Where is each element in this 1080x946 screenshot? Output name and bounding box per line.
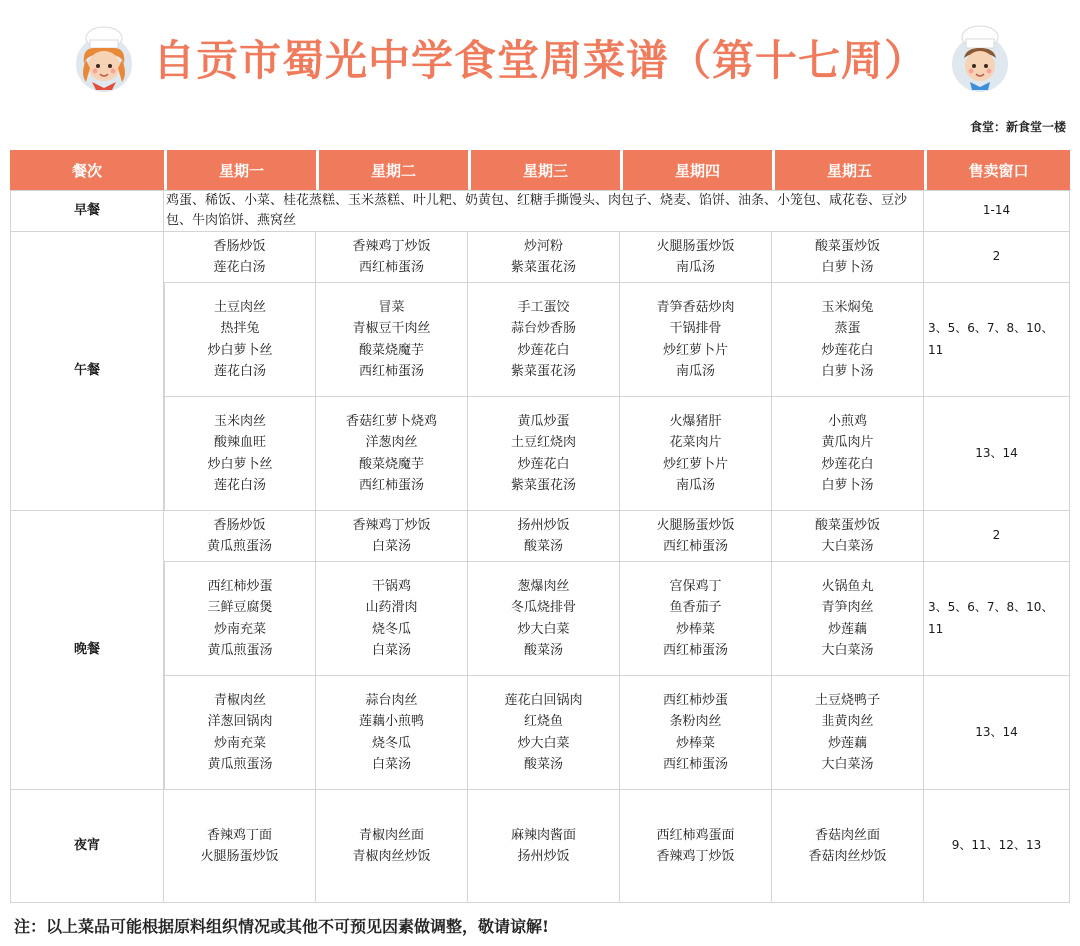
dish-name: 白萝卜汤 xyxy=(821,364,874,379)
dish-name: 冒菜 xyxy=(378,299,405,315)
dish-name: 土豆肉丝 xyxy=(213,299,266,315)
dish-name: 香肠炒饭 xyxy=(213,238,266,254)
dish-name: 莲藕小煎鸭 xyxy=(358,714,424,729)
dish-name: 黄瓜肉片 xyxy=(821,435,874,450)
dish-name: 冬瓜烧排骨 xyxy=(510,600,576,615)
menu-cell xyxy=(316,511,468,562)
dinner-row xyxy=(10,676,1070,790)
dish-name: 土豆烧鸭子 xyxy=(814,692,880,708)
dish-name: 山药滑肉 xyxy=(365,600,418,615)
window-cell: 2 xyxy=(924,232,1070,283)
dish-name: 玉米肉丝 xyxy=(213,413,266,429)
window-cell: 2 xyxy=(924,511,1070,562)
dish-name: 酸菜汤 xyxy=(523,757,563,772)
menu-cell xyxy=(772,397,924,511)
dish-name: 洋葱肉丝 xyxy=(365,435,418,450)
dish-name: 炒红萝卜片 xyxy=(662,342,728,358)
dish-name: 黄瓜炒蛋 xyxy=(517,413,570,429)
dish-name: 青笋肉丝 xyxy=(821,600,874,615)
window-cell: 13、14 xyxy=(924,676,1070,790)
dish-name: 手工蛋饺 xyxy=(517,299,570,315)
dish-name: 炒莲花白 xyxy=(517,342,570,358)
dish-name: 香辣鸡丁炒饭 xyxy=(352,517,431,533)
dish-name: 酸菜汤 xyxy=(523,539,563,554)
dish-name: 酸辣血旺 xyxy=(213,435,266,450)
dish-name: 火腿肠蛋炒饭 xyxy=(200,849,279,864)
dish-name: 炒河粉 xyxy=(523,238,563,254)
dish-name: 紫菜蛋花汤 xyxy=(510,478,576,493)
col-header-friday: 星期五 xyxy=(772,150,924,190)
breakfast-items: 鸡蛋、稀饭、小菜、桂花蒸糕、玉米蒸糕、叶儿粑、奶黄包、红糖手撕馒头、肉包子、烧麦、馅饼、油条、小笼包、咸花卷、豆沙包、牛肉馅饼、燕窝丝 xyxy=(164,190,924,232)
dinner-row xyxy=(10,511,1070,562)
dish-name: 南瓜汤 xyxy=(675,364,715,379)
lunch-row xyxy=(10,283,1070,397)
dish-name: 韭黄肉丝 xyxy=(821,714,874,729)
weekly-menu-table xyxy=(10,150,1070,903)
menu-cell xyxy=(164,676,316,790)
dinner-row xyxy=(10,562,1070,676)
dish-name: 三鲜豆腐煲 xyxy=(207,600,273,615)
dish-name: 黄瓜煎蛋汤 xyxy=(207,757,273,772)
dish-name: 西红柿蛋汤 xyxy=(662,539,728,554)
menu-cell xyxy=(164,790,316,903)
menu-cell xyxy=(316,397,468,511)
menu-cell xyxy=(620,511,772,562)
menu-cell xyxy=(164,232,316,283)
dish-name: 宫保鸡丁 xyxy=(669,578,722,594)
dish-name: 香肠炒饭 xyxy=(213,517,266,533)
chef-girl-icon xyxy=(72,24,136,92)
dish-name: 香辣鸡丁炒饭 xyxy=(352,238,431,254)
menu-cell xyxy=(316,232,468,283)
dish-name: 莲花白汤 xyxy=(213,478,266,493)
meal-label-night: 夜宵 xyxy=(10,790,164,903)
dish-name: 西红柿炒蛋 xyxy=(662,692,728,708)
menu-cell xyxy=(164,283,316,397)
dish-name: 火锅鱼丸 xyxy=(821,578,874,594)
menu-cell xyxy=(772,232,924,283)
dish-name: 扬州炒饭 xyxy=(517,517,570,533)
dish-name: 蒸蛋 xyxy=(834,321,861,336)
dish-name: 莲花白汤 xyxy=(213,260,266,275)
night-snack-row xyxy=(10,790,1070,903)
dish-name: 玉米焖兔 xyxy=(821,299,874,315)
window-cell: 9、11、12、13 xyxy=(924,790,1070,903)
dish-name: 西红柿炒蛋 xyxy=(207,578,273,594)
dish-name: 火腿肠蛋炒饭 xyxy=(656,238,735,254)
dish-name: 烧冬瓜 xyxy=(371,621,411,637)
menu-cell xyxy=(772,790,924,903)
page-title: 自贡市蜀光中学食堂周菜谱（第十七周） xyxy=(152,36,927,85)
dish-name: 大白菜汤 xyxy=(821,757,874,772)
dish-name: 酸菜烧魔芋 xyxy=(358,342,424,358)
menu-cell xyxy=(620,562,772,676)
dish-name: 香辣鸡丁炒饭 xyxy=(656,849,735,864)
window-cell: 1-14 xyxy=(924,190,1070,232)
dish-name: 西红柿蛋汤 xyxy=(358,478,424,493)
menu-cell xyxy=(164,562,316,676)
dish-name: 白菜汤 xyxy=(371,757,411,772)
dish-name: 炒大白菜 xyxy=(517,621,570,637)
dish-name: 西红柿蛋汤 xyxy=(662,643,728,658)
menu-cell xyxy=(316,562,468,676)
dish-name: 香菇肉丝炒饭 xyxy=(808,849,887,864)
dish-name: 白萝卜汤 xyxy=(821,260,874,275)
menu-cell xyxy=(316,676,468,790)
dish-name: 扬州炒饭 xyxy=(517,849,570,864)
menu-cell xyxy=(468,283,620,397)
dish-name: 炒白萝卜丝 xyxy=(207,342,273,358)
col-header-thursday: 星期四 xyxy=(620,150,772,190)
menu-cell xyxy=(164,397,316,511)
dish-name: 小煎鸡 xyxy=(827,413,867,429)
window-cell: 13、14 xyxy=(924,397,1070,511)
dish-name: 炒南充菜 xyxy=(213,735,266,751)
col-header-wednesday: 星期三 xyxy=(468,150,620,190)
menu-cell xyxy=(620,676,772,790)
chef-boy-icon xyxy=(948,24,1012,92)
dish-name: 南瓜汤 xyxy=(675,260,715,275)
dish-name: 酸菜汤 xyxy=(523,643,563,658)
menu-cell xyxy=(316,283,468,397)
menu-cell xyxy=(468,790,620,903)
dish-name: 酸菜烧魔芋 xyxy=(358,456,424,472)
meal-label-lunch: 午餐 xyxy=(10,232,164,511)
dish-name: 热拌兔 xyxy=(220,321,260,336)
dish-name: 葱爆肉丝 xyxy=(517,578,570,594)
dish-name: 黄瓜煎蛋汤 xyxy=(207,643,273,658)
menu-cell xyxy=(772,283,924,397)
meal-label-dinner: 晚餐 xyxy=(10,511,164,790)
canteen-location: 食堂：新食堂一楼 xyxy=(969,120,1066,134)
menu-cell xyxy=(620,397,772,511)
dish-name: 干锅鸡 xyxy=(371,578,411,594)
dish-name: 白菜汤 xyxy=(371,539,411,554)
dish-name: 炒莲花白 xyxy=(821,456,874,472)
menu-cell xyxy=(164,511,316,562)
dish-name: 西红柿鸡蛋面 xyxy=(656,827,735,843)
menu-cell xyxy=(468,511,620,562)
dish-name: 炒红萝卜片 xyxy=(662,456,728,472)
dish-name: 炒莲花白 xyxy=(517,456,570,472)
dish-name: 炒白萝卜丝 xyxy=(207,456,273,472)
dish-name: 炒南充菜 xyxy=(213,621,266,637)
menu-cell xyxy=(468,397,620,511)
dish-name: 白菜汤 xyxy=(371,643,411,658)
dish-name: 炒棒菜 xyxy=(675,735,715,751)
menu-cell xyxy=(772,511,924,562)
dish-name: 香菇红萝卜烧鸡 xyxy=(345,413,437,429)
dish-name: 干锅排骨 xyxy=(669,321,722,336)
page-header xyxy=(0,0,1080,134)
menu-cell xyxy=(468,562,620,676)
dish-name: 西红柿蛋汤 xyxy=(358,364,424,379)
dish-name: 西红柿蛋汤 xyxy=(358,260,424,275)
dish-name: 青笋香菇炒肉 xyxy=(656,299,735,315)
dish-name: 紫菜蛋花汤 xyxy=(510,364,576,379)
dish-name: 莲花白回锅肉 xyxy=(504,692,583,708)
menu-cell xyxy=(620,283,772,397)
col-header-monday: 星期一 xyxy=(164,150,316,190)
col-header-window: 售卖窗口 xyxy=(924,150,1070,190)
lunch-row xyxy=(10,397,1070,511)
window-cell: 3、5、6、7、8、10、11 xyxy=(924,283,1070,397)
window-cell: 3、5、6、7、8、10、11 xyxy=(924,562,1070,676)
col-header-meal: 餐次 xyxy=(10,150,164,190)
dish-name: 土豆红烧肉 xyxy=(510,435,576,450)
menu-cell xyxy=(620,232,772,283)
dish-name: 西红柿蛋汤 xyxy=(662,757,728,772)
dish-name: 莲花白汤 xyxy=(213,364,266,379)
dish-name: 南瓜汤 xyxy=(675,478,715,493)
dish-name: 炒大白菜 xyxy=(517,735,570,751)
dish-name: 火腿肠蛋炒饭 xyxy=(656,517,735,533)
footer-note: 注：以上菜品可能根据原料组织情况或其他不可预见因素做调整，敬请谅解! xyxy=(14,917,550,936)
dish-name: 火爆猪肝 xyxy=(669,413,722,429)
dish-name: 青椒肉丝面 xyxy=(358,827,424,843)
dish-name: 紫菜蛋花汤 xyxy=(510,260,576,275)
dish-name: 条粉肉丝 xyxy=(669,714,722,729)
dish-name: 香辣鸡丁面 xyxy=(206,827,272,843)
dish-name: 大白菜汤 xyxy=(821,643,874,658)
dish-name: 青椒肉丝炒饭 xyxy=(352,849,431,864)
dish-name: 白萝卜汤 xyxy=(821,478,874,493)
dish-name: 洋葱回锅肉 xyxy=(207,714,273,729)
menu-cell xyxy=(468,676,620,790)
dish-name: 酸菜蛋炒饭 xyxy=(814,238,880,254)
table-header-row xyxy=(10,150,1070,190)
dish-name: 炒莲藕 xyxy=(827,735,867,751)
meal-label-breakfast: 早餐 xyxy=(10,190,164,232)
dish-name: 酸菜蛋炒饭 xyxy=(814,517,880,533)
menu-cell xyxy=(772,562,924,676)
breakfast-row xyxy=(10,190,1070,232)
dish-name: 花菜肉片 xyxy=(669,435,722,450)
dish-name: 青椒肉丝 xyxy=(213,692,266,708)
dish-name: 炒棒菜 xyxy=(675,621,715,637)
dish-name: 黄瓜煎蛋汤 xyxy=(206,539,272,554)
menu-cell xyxy=(620,790,772,903)
dish-name: 炒莲藕 xyxy=(827,621,867,637)
dish-name: 烧冬瓜 xyxy=(371,735,411,751)
menu-cell xyxy=(316,790,468,903)
dish-name: 炒莲花白 xyxy=(821,342,874,358)
dish-name: 大白菜汤 xyxy=(821,539,874,554)
col-header-tuesday: 星期二 xyxy=(316,150,468,190)
dish-name: 蒜台炒香肠 xyxy=(510,321,576,336)
lunch-row xyxy=(10,232,1070,283)
dish-name: 香菇肉丝面 xyxy=(814,827,880,843)
menu-cell xyxy=(772,676,924,790)
dish-name: 蒜台肉丝 xyxy=(365,692,418,708)
dish-name: 青椒豆干肉丝 xyxy=(352,321,431,336)
dish-name: 鱼香茄子 xyxy=(669,600,722,615)
menu-cell xyxy=(468,232,620,283)
dish-name: 红烧鱼 xyxy=(523,714,563,729)
dish-name: 麻辣肉酱面 xyxy=(510,827,576,843)
